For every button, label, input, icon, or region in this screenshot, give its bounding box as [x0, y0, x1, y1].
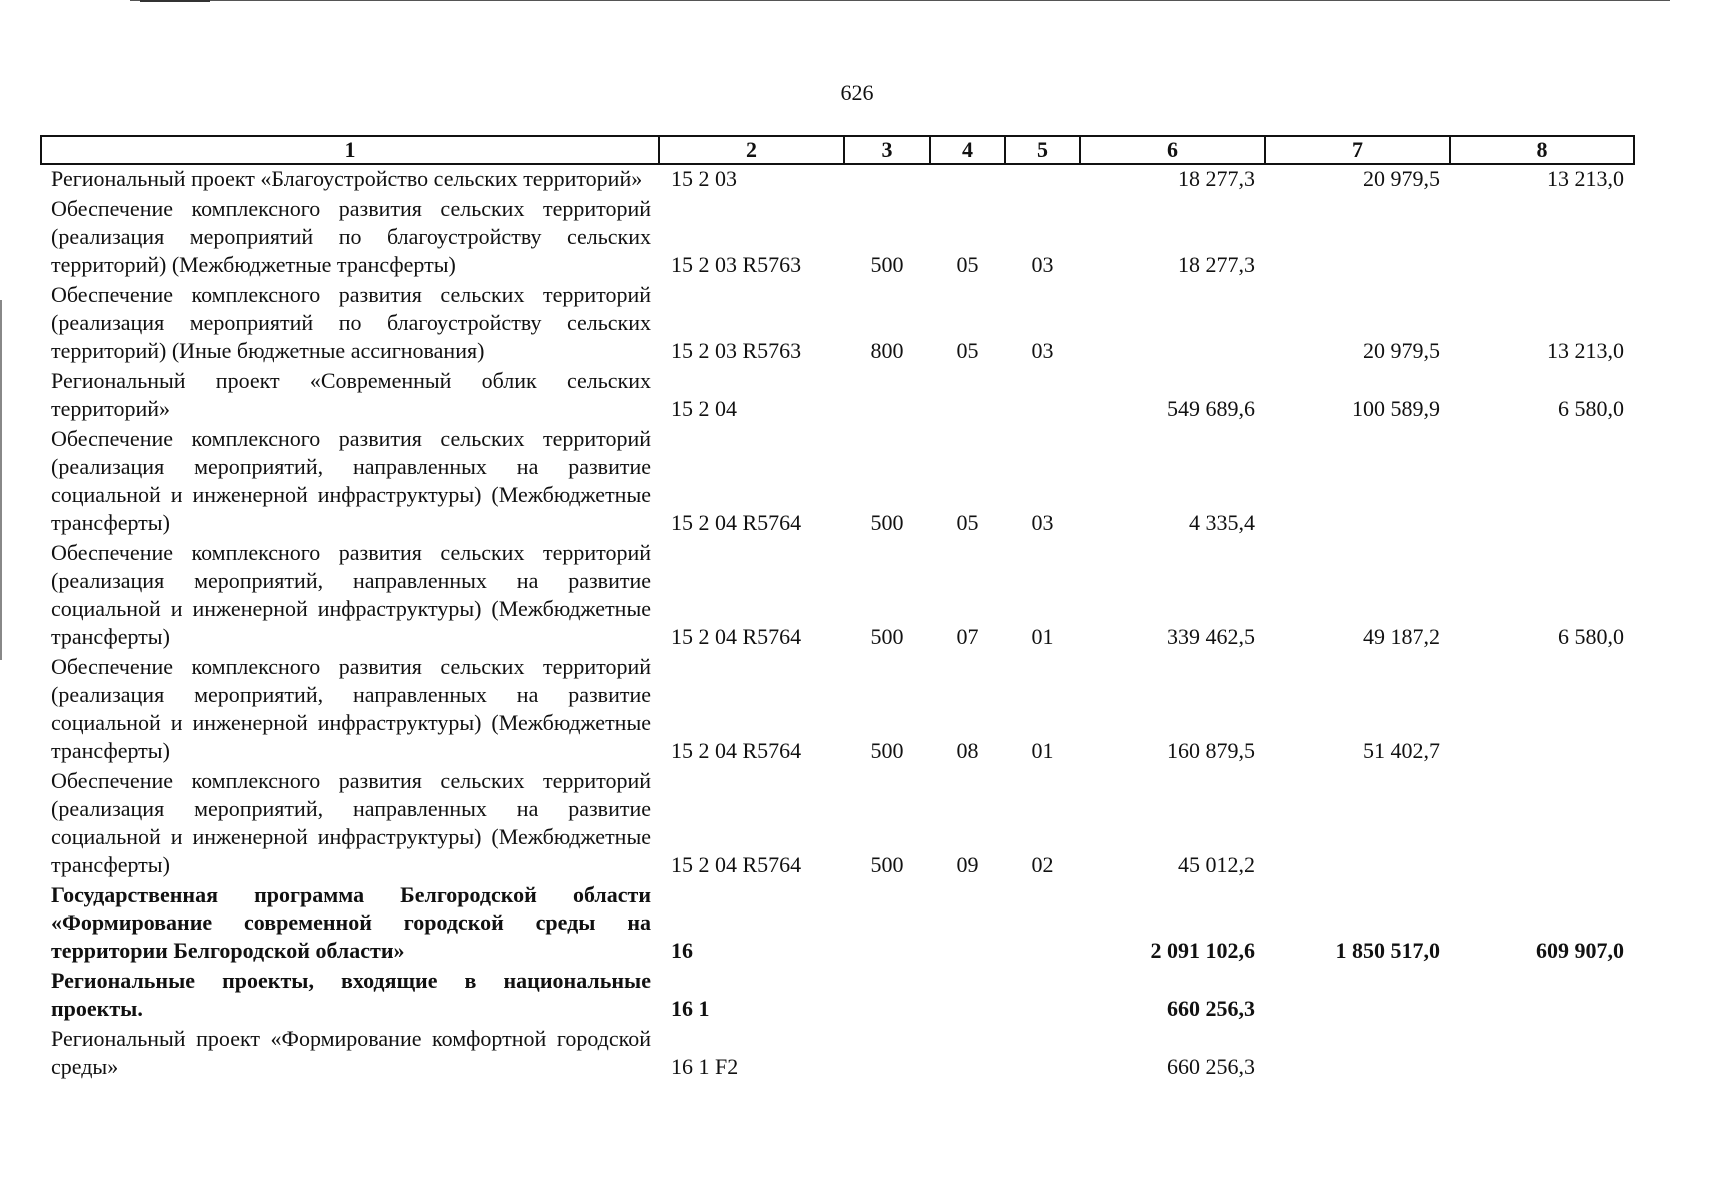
cell-amount-6: 45 012,2 — [1178, 852, 1255, 877]
cell-section: 09 — [956, 852, 979, 877]
cell-amount-7 — [1265, 767, 1450, 881]
cell-subsection — [1005, 164, 1080, 195]
cell-description: Государственная программа Белгородской области «Формирование современной городской среды на территории Белгородской области» — [51, 882, 651, 963]
table-body — [41, 164, 1634, 1083]
cell-section: 05 — [956, 338, 979, 363]
cell-section: 05 — [956, 510, 979, 535]
cell-amount-6: 339 462,5 — [1167, 624, 1255, 649]
cell-target-code: 15 2 04 — [671, 396, 737, 421]
cell-amount-7: 100 589,9 — [1352, 396, 1440, 421]
cell-expense-type — [844, 881, 930, 967]
cell-amount-7 — [1265, 967, 1450, 1025]
budget-table — [40, 135, 1635, 1083]
cell-section: 08 — [956, 738, 979, 763]
cell-amount-8 — [1450, 195, 1634, 281]
cell-expense-type — [844, 967, 930, 1025]
cell-section: 07 — [956, 624, 979, 649]
cell-description: Обеспечение комплексного развития сельских территорий (реализация мероприятий, направленных на развитие социальной и инженерной инфраструктуры) (Межбюджетные трансферты) — [51, 768, 651, 877]
table-header-row — [41, 136, 1634, 164]
cell-amount-6: 2 091 102,6 — [1150, 938, 1255, 963]
cell-description: Обеспечение комплексного развития сельских территорий (реализация мероприятий по благоустройству сельских территорий) (Иные бюджетные ассигнования) — [51, 282, 651, 363]
table-row — [41, 967, 1634, 1025]
header-col-8: 8 — [1450, 136, 1634, 164]
cell-amount-6: 4 335,4 — [1189, 510, 1255, 535]
cell-amount-8 — [1450, 1025, 1634, 1083]
table-row — [41, 281, 1634, 367]
cell-target-code: 15 2 04 R5764 — [671, 624, 802, 649]
cell-expense-type: 500 — [870, 852, 904, 877]
cell-description: Обеспечение комплексного развития сельских территорий (реализация мероприятий, направленных на развитие социальной и инженерной инфраструктуры) (Межбюджетные трансферты) — [51, 426, 651, 535]
cell-section — [930, 881, 1005, 967]
cell-amount-8: 13 213,0 — [1547, 166, 1624, 191]
cell-section: 05 — [956, 252, 979, 277]
cell-amount-6: 660 256,3 — [1167, 996, 1255, 1021]
table-row — [41, 767, 1634, 881]
cell-subsection: 01 — [1031, 624, 1054, 649]
cell-subsection: 01 — [1031, 738, 1054, 763]
cell-target-code: 15 2 04 R5764 — [671, 510, 802, 535]
table-row — [41, 195, 1634, 281]
cell-subsection — [1005, 1025, 1080, 1083]
cell-amount-6: 549 689,6 — [1167, 396, 1255, 421]
cell-amount-7: 20 979,5 — [1363, 338, 1440, 363]
cell-amount-6: 18 277,3 — [1178, 252, 1255, 277]
header-col-1: 1 — [41, 136, 659, 164]
cell-amount-8: 609 907,0 — [1536, 938, 1624, 963]
cell-description: Региональный проект «Благоустройство сельских территорий» — [51, 166, 643, 191]
cell-amount-7: 1 850 517,0 — [1335, 938, 1440, 963]
cell-description: Обеспечение комплексного развития сельских территорий (реализация мероприятий, направленных на развитие социальной и инженерной инфраструктуры) (Межбюджетные трансферты) — [51, 540, 651, 649]
cell-amount-8 — [1450, 767, 1634, 881]
cell-amount-8 — [1450, 653, 1634, 767]
cell-amount-7 — [1265, 1025, 1450, 1083]
cell-target-code: 16 1 F2 — [671, 1054, 739, 1079]
table-row — [41, 367, 1634, 425]
cell-amount-6: 160 879,5 — [1167, 738, 1255, 763]
cell-section — [930, 1025, 1005, 1083]
cell-amount-7 — [1265, 425, 1450, 539]
scan-top-line — [130, 0, 1670, 1]
cell-amount-6: 660 256,3 — [1167, 1054, 1255, 1079]
cell-amount-6 — [1080, 281, 1265, 367]
header-col-4: 4 — [930, 136, 1005, 164]
scan-mark — [140, 0, 210, 2]
cell-subsection — [1005, 367, 1080, 425]
cell-amount-8: 6 580,0 — [1558, 624, 1624, 649]
cell-amount-8 — [1450, 967, 1634, 1025]
cell-subsection — [1005, 967, 1080, 1025]
cell-subsection: 03 — [1031, 252, 1054, 277]
table-row — [41, 881, 1634, 967]
cell-section — [930, 367, 1005, 425]
cell-amount-7 — [1265, 195, 1450, 281]
cell-expense-type: 500 — [870, 510, 904, 535]
cell-section — [930, 967, 1005, 1025]
cell-amount-7: 20 979,5 — [1363, 166, 1440, 191]
cell-description: Обеспечение комплексного развития сельских территорий (реализация мероприятий по благоустройству сельских территорий) (Межбюджетные трансферты) — [51, 196, 651, 277]
cell-target-code: 15 2 03 — [671, 166, 737, 191]
page-number: 626 — [840, 80, 874, 105]
header-col-5: 5 — [1005, 136, 1080, 164]
cell-subsection: 03 — [1031, 338, 1054, 363]
cell-target-code: 16 1 — [671, 996, 710, 1021]
cell-amount-6: 18 277,3 — [1178, 166, 1255, 191]
scan-edge-mark — [0, 300, 2, 660]
cell-expense-type — [844, 164, 930, 195]
cell-expense-type: 500 — [870, 738, 904, 763]
cell-subsection: 02 — [1031, 852, 1054, 877]
cell-amount-7: 51 402,7 — [1363, 738, 1440, 763]
header-col-2: 2 — [659, 136, 844, 164]
cell-expense-type — [844, 1025, 930, 1083]
header-col-6: 6 — [1080, 136, 1265, 164]
cell-target-code: 15 2 04 R5764 — [671, 852, 802, 877]
cell-expense-type: 500 — [870, 252, 904, 277]
header-col-3: 3 — [844, 136, 930, 164]
cell-amount-7: 49 187,2 — [1363, 624, 1440, 649]
table-row — [41, 164, 1634, 195]
cell-expense-type: 500 — [870, 624, 904, 649]
header-col-7: 7 — [1265, 136, 1450, 164]
table-row — [41, 539, 1634, 653]
cell-subsection: 03 — [1031, 510, 1054, 535]
cell-expense-type — [844, 367, 930, 425]
table-row — [41, 1025, 1634, 1083]
cell-expense-type: 800 — [870, 338, 904, 363]
cell-description: Региональный проект «Формирование комфортной городской среды» — [51, 1026, 651, 1079]
cell-description: Региональные проекты, входящие в национальные проекты. — [51, 968, 651, 1021]
cell-amount-8: 13 213,0 — [1547, 338, 1624, 363]
cell-target-code: 15 2 04 R5764 — [671, 738, 802, 763]
cell-target-code: 15 2 03 R5763 — [671, 252, 802, 277]
cell-amount-8 — [1450, 425, 1634, 539]
cell-section — [930, 164, 1005, 195]
cell-description: Региональный проект «Современный облик сельских территорий» — [51, 368, 651, 421]
cell-description: Обеспечение комплексного развития сельских территорий (реализация мероприятий, направленных на развитие социальной и инженерной инфраструктуры) (Межбюджетные трансферты) — [51, 654, 651, 763]
cell-target-code: 16 — [671, 938, 693, 963]
cell-amount-8: 6 580,0 — [1558, 396, 1624, 421]
cell-target-code: 15 2 03 R5763 — [671, 338, 802, 363]
table-row — [41, 425, 1634, 539]
table-row — [41, 653, 1634, 767]
cell-subsection — [1005, 881, 1080, 967]
